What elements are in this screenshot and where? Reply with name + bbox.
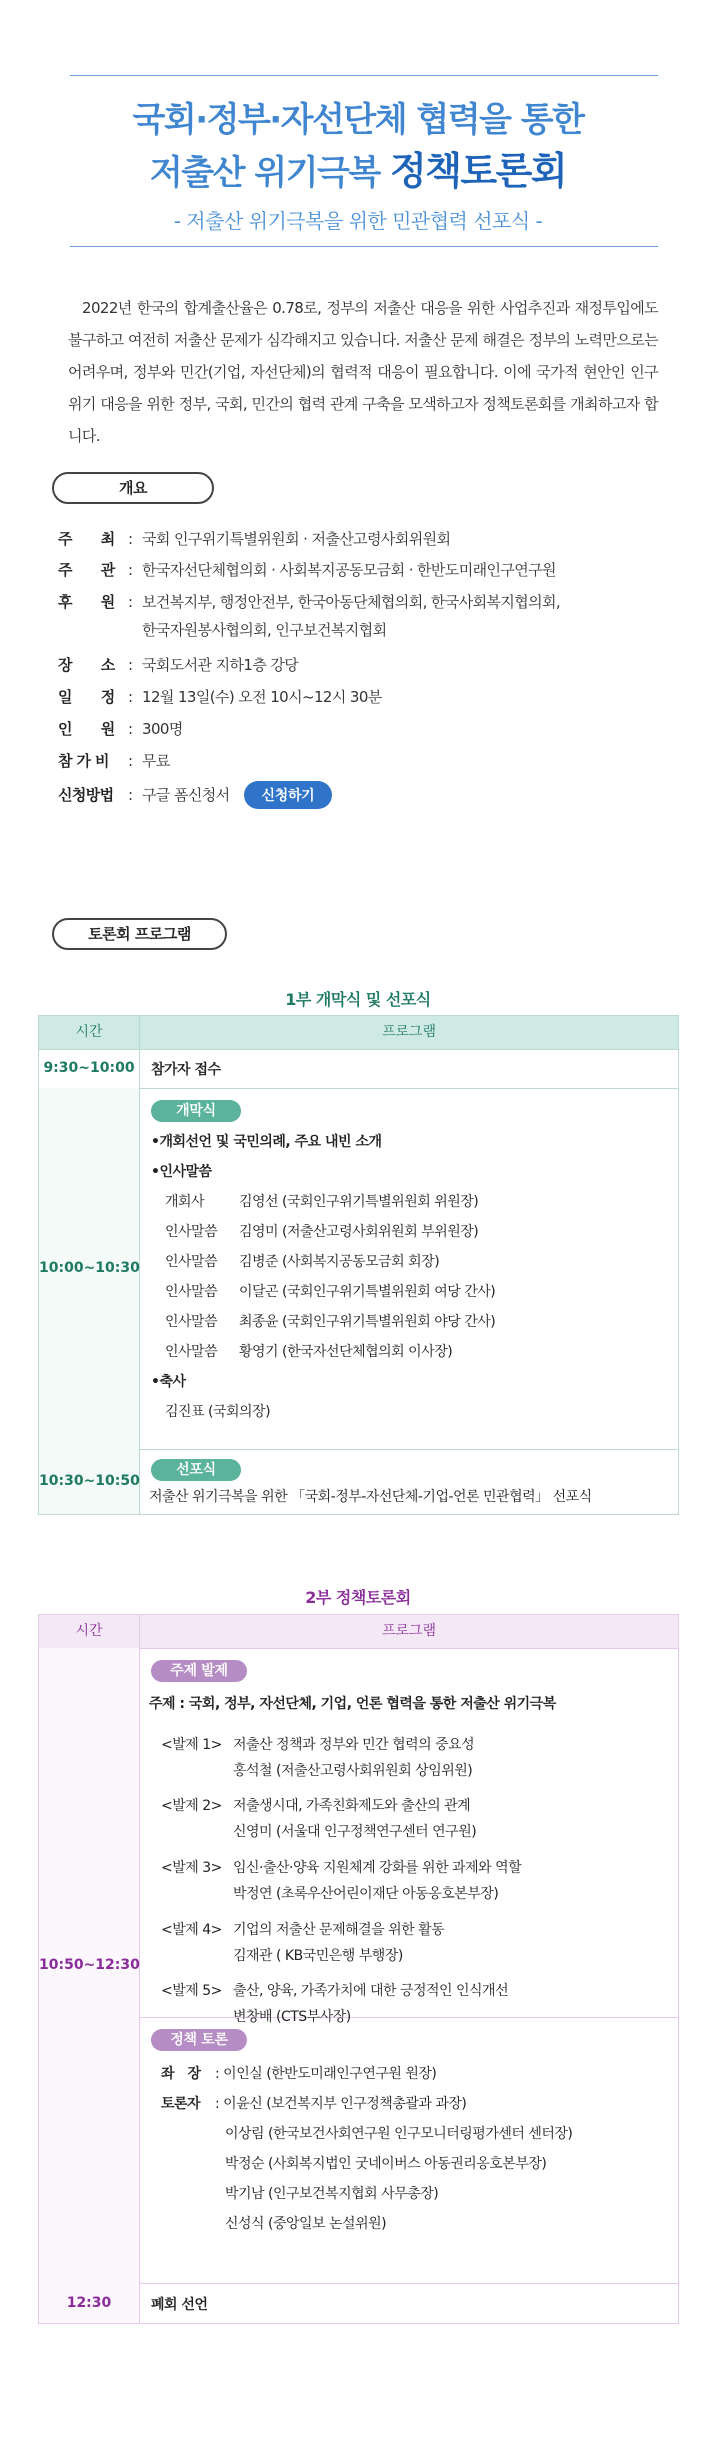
title-emphasis: 정책토론회: [390, 149, 567, 193]
info-row-apply: 신청방법 : 구글 폼신청서 신청하기: [58, 781, 332, 809]
part2-title: 2부 정책토론회: [305, 1588, 411, 1607]
panel-label: 토론자: [161, 2096, 201, 2112]
col-time-header: 시간: [75, 1024, 103, 1040]
panelist: : 이윤신 (보건복지부 인구정책총괄과 과장): [215, 2096, 467, 2112]
closing-time: 12:30: [39, 2283, 139, 2323]
info-row-sponsor: 후 원 : 보건복지부, 행정안전부, 한국아동단체협의회, 한국사회복지협의회,: [58, 593, 561, 611]
greetings-heading: •인사말씀: [151, 1164, 212, 1180]
info-row-fee: 참 가 비 : 무료: [58, 752, 170, 770]
info-label: 주 최: [58, 530, 115, 548]
opening-badge: 개막식: [151, 1100, 241, 1122]
info-value: 한국자선단체협의회 · 사회복지공동모금회 · 한반도미래인구연구원: [142, 561, 556, 579]
panelist: 박기남 (인구보건복지협회 사무총장): [225, 2186, 439, 2202]
presentation-speaker: 홍석철 (저출산고령사회위원회 상임위원): [233, 1763, 473, 1779]
table-row-time: 10:50~12:30: [39, 1648, 139, 2283]
debate-badge: 정책 토론: [151, 2029, 247, 2051]
info-label: 인 원: [58, 720, 115, 738]
closing-text: 폐회 선언: [151, 2297, 208, 2313]
info-label: 주 관: [58, 561, 115, 579]
chair-name: : 이인실 (한반도미래인구연구원 원장): [215, 2066, 437, 2082]
presentation-topic: 저출생시대, 가족친화제도와 출산의 관계: [233, 1798, 471, 1814]
page-title-line2: [0, 140, 716, 195]
presentation-no: <발제 1>: [161, 1737, 222, 1753]
role-label: 인사말씀: [165, 1344, 218, 1360]
intro-paragraph: 2022년 한국의 합계출산율은 0.78로, 정부의 저출산 대응을 위한 사업추진과 재정투입에도 불구하고 여전히 저출산 문제가 심각해지고 있습니다. 저출산 문제 해결은 정부의 노력만으로는 어려우며, 정부와 민간(기업, 자선단체)의 협력적 대응이 필요합니다. 이에 국가적 현안인 인구 위기 대응을 위한 정부, 국회, 민간의 협력 관계 구축을 모색하고자 정책토론회를 개최하고자 합니다.: [68, 299, 658, 445]
info-label: 참 가 비: [58, 752, 109, 770]
table-row-time: 10:30~10:50: [39, 1449, 139, 1514]
presentation-topic: 저출산 정책과 정부와 민간 협력의 중요성: [233, 1737, 475, 1753]
info-label: 장 소: [58, 656, 115, 674]
info-value: 보건복지부, 행정안전부, 한국아동단체협의회, 한국사회복지협의회,: [142, 593, 561, 611]
info-label: 후 원: [58, 593, 115, 611]
page-title-line1: 국회·정부·자선단체 협력을 통한: [132, 100, 584, 140]
panelist-value: 이윤신 (보건복지부 인구정책총괄과 과장): [223, 2096, 467, 2112]
role-label: 인사말씀: [165, 1224, 218, 1240]
speaker-name: 김영미 (저출산고령사회위원회 부위원장): [239, 1224, 479, 1240]
speaker-name: 김영선 (국회인구위기특별위원회 위원장): [239, 1194, 479, 1210]
role-label: 개회사: [165, 1194, 205, 1210]
opening-line: •개회선언 및 국민의례, 주요 내빈 소개: [151, 1134, 382, 1150]
role-label: 인사말씀: [165, 1314, 218, 1330]
info-row-venue: 장 소 : 국회도서관 지하1층 강당: [58, 656, 299, 674]
role-label: 인사말씀: [165, 1254, 218, 1270]
presentation-badge: 주제 발제: [151, 1660, 247, 1682]
presentation-no: <발제 3>: [161, 1860, 222, 1876]
speaker-name: 황영기 (한국자선단체협의회 이사장): [239, 1344, 453, 1360]
info-value: 무료: [142, 752, 170, 770]
apply-button[interactable]: 신청하기: [244, 781, 333, 809]
part2-table-header: [39, 1615, 678, 1648]
presentation-topic: 기업의 저출산 문제해결을 위한 활동: [233, 1922, 445, 1938]
top-divider: [70, 75, 658, 76]
presentation-speaker: 신영미 (서울대 인구정책연구센터 연구원): [233, 1824, 477, 1840]
theme-text: 주제 : 국회, 정부, 자선단체, 기업, 언론 협력을 통한 저출산 위기극복: [149, 1696, 556, 1712]
part1-title: 1부 개막식 및 선포식: [285, 990, 431, 1009]
info-label: 일 정: [58, 688, 115, 706]
info-label: 신청방법: [58, 786, 114, 804]
role-label: 인사말씀: [165, 1284, 218, 1300]
presentation-topic: 출산, 양육, 가족가치에 대한 긍정적인 인식개선: [233, 1983, 509, 1999]
col-program-header: 프로그램: [381, 1623, 437, 1639]
panelist: 신성식 (중앙일보 논설위원): [225, 2216, 387, 2232]
part2-table: [38, 1614, 679, 2324]
congrats-heading: •축사: [151, 1374, 186, 1390]
overview-heading: 개요: [52, 472, 214, 504]
presentation-no: <발제 4>: [161, 1922, 222, 1938]
info-value: 12월 13일(수) 오전 10시~12시 30분: [142, 688, 382, 706]
speaker-name: 김진표 (국회의장): [165, 1404, 271, 1420]
info-row-sponsor-cont: 한국자원봉사협의회, 인구보건복지협회: [142, 621, 387, 639]
part1-table: [38, 1015, 679, 1515]
speaker-name: 이달곤 (국회인구위기특별위원회 여당 간사): [239, 1284, 496, 1300]
info-value: 국회도서관 지하1층 강당: [142, 656, 299, 674]
info-row-schedule: 일 정 : 12월 13일(수) 오전 10시~12시 30분: [58, 688, 382, 706]
speaker-name: 김병준 (사회복지공동모금회 회장): [239, 1254, 440, 1270]
presentation-topic: 임신·출산·양육 지원체계 강화를 위한 과제와 역할: [233, 1860, 522, 1876]
col-program-header: 프로그램: [381, 1024, 437, 1040]
presentation-no: <발제 5>: [161, 1983, 222, 1999]
table-row-program: 참가자 접수: [151, 1062, 221, 1078]
table-row-time: 9:30~10:00: [43, 1060, 135, 1076]
presentation-speaker: 김재관 ( KB국민은행 부행장): [233, 1948, 403, 1964]
declaration-badge: 선포식: [151, 1459, 241, 1481]
panelist: 박정순 (사회복지법인 굿네이버스 아동권리옹호본부장): [225, 2156, 547, 2172]
info-value: 국회 인구위기특별위원회 · 저출산고령사회위원회: [142, 530, 451, 548]
col-time-header: 시간: [75, 1623, 103, 1639]
bottom-divider: [70, 246, 658, 247]
table-row-time: 10:00~10:30: [39, 1088, 139, 1449]
presentation-speaker: 박정연 (초록우산어린이재단 아동옹호본부장): [233, 1886, 499, 1902]
chair-label: 좌 장: [161, 2066, 201, 2082]
program-heading: 토론회 프로그램: [52, 918, 227, 950]
info-row-organizer: 주 관 : 한국자선단체협의회 · 사회복지공동모금회 · 한반도미래인구연구원: [58, 561, 556, 579]
info-value: 300명: [142, 720, 183, 738]
speaker-name: 최종윤 (국회인구위기특별위원회 야당 간사): [239, 1314, 496, 1330]
info-row-host: 주 최 : 국회 인구위기특별위원회 · 저출산고령사회위원회: [58, 530, 451, 548]
title-plain: 저출산 위기극복: [149, 153, 391, 193]
info-row-attendees: 인 원 : 300명: [58, 720, 183, 738]
presentation-speaker: 변창배 (CTS부사장): [233, 2009, 351, 2025]
chair-value: 이인실 (한반도미래인구연구원 원장): [223, 2066, 437, 2082]
page-subtitle: - 저출산 위기극복을 위한 민관협력 선포식 -: [173, 209, 543, 233]
info-value: 구글 폼신청서: [142, 786, 230, 804]
panelist: 이상림 (한국보건사회연구원 인구모니터링평가센터 센터장): [225, 2126, 573, 2142]
part1-table-header: [39, 1016, 678, 1049]
declaration-text: 저출산 위기극복을 위한 「국회-정부-자선단체-기업-언론 민관협력」 선포식: [149, 1489, 592, 1505]
presentation-no: <발제 2>: [161, 1798, 222, 1814]
